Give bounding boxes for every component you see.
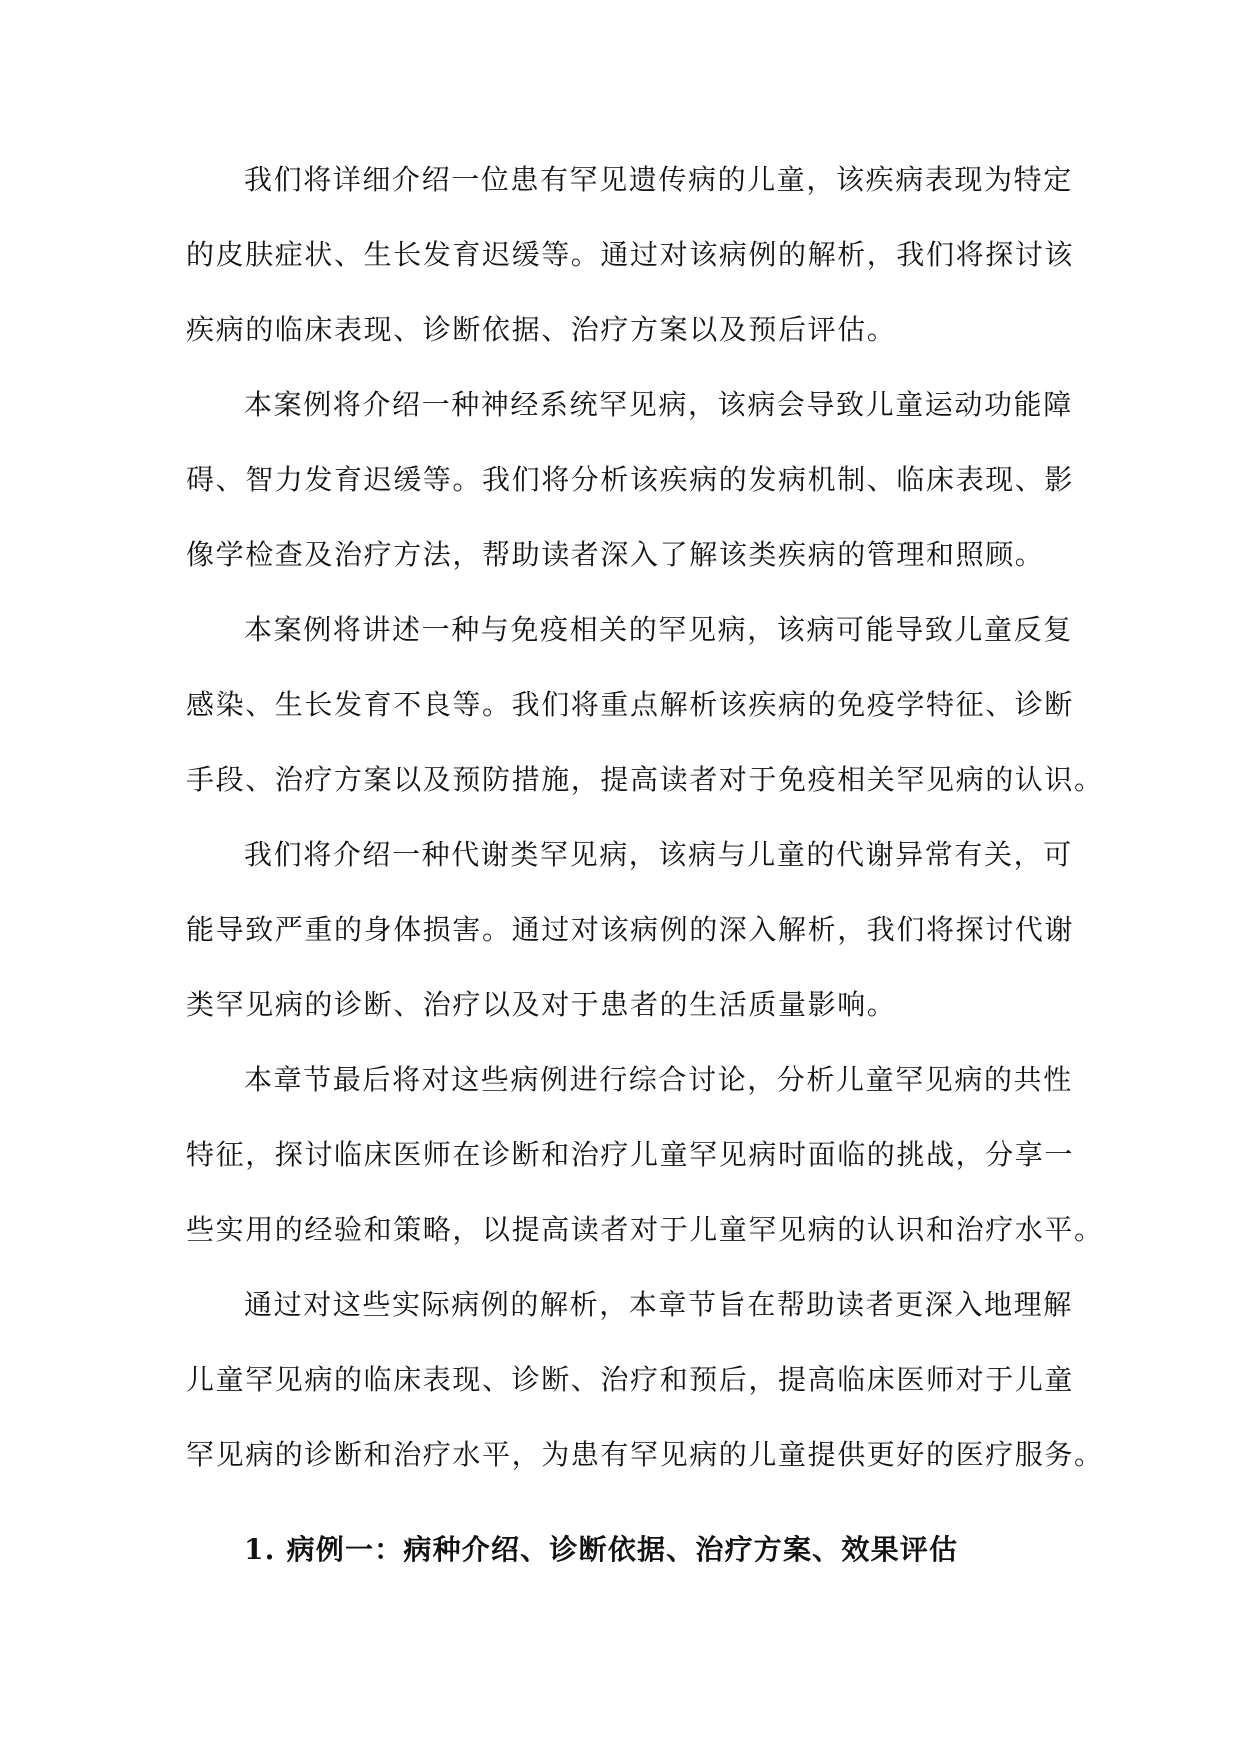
text-line: 碍、智力发育迟缓等。我们将分析该疾病的发病机制、临床表现、影	[186, 463, 1075, 496]
text-line: 类罕见病的诊断、治疗以及对于患者的生活质量影响。	[186, 988, 897, 1021]
paragraph	[186, 1042, 1104, 1267]
text-line: 感染、生长发育不良等。我们将重点解析该疾病的免疫学特征、诊断	[186, 688, 1075, 721]
text-line: 疾病的临床表现、诊断依据、治疗方案以及预后评估。	[186, 313, 897, 346]
body-text	[186, 142, 1104, 1492]
text-line: 我们将介绍一种代谢类罕见病，该病与儿童的代谢异常有关，可	[244, 838, 1073, 871]
paragraph	[186, 142, 1075, 367]
paragraph	[186, 1267, 1104, 1492]
text-line: 我们将详细介绍一位患有罕见遗传病的儿童，该疾病表现为特定	[244, 163, 1073, 196]
text-line: 些实用的经验和策略，以提高读者对于儿童罕见病的认识和治疗水平。	[186, 1213, 1104, 1246]
section-heading: 1. 病例一：病种介绍、诊断依据、治疗方案、效果评估	[244, 1533, 959, 1566]
text-line: 通过对这些实际病例的解析，本章节旨在帮助读者更深入地理解	[244, 1288, 1073, 1321]
text-line: 特征，探讨临床医师在诊断和治疗儿童罕见病时面临的挑战，分享一	[186, 1138, 1075, 1171]
text-line: 手段、治疗方案以及预防措施，提高读者对于免疫相关罕见病的认识。	[186, 763, 1104, 796]
text-line: 像学检查及治疗方法，帮助读者深入了解该类疾病的管理和照顾。	[186, 538, 1045, 571]
text-line: 的皮肤症状、生长发育迟缓等。通过对该病例的解析，我们将探讨该	[186, 238, 1075, 271]
paragraph	[186, 592, 1104, 817]
text-line: 儿童罕见病的临床表现、诊断、治疗和预后，提高临床医师对于儿童	[186, 1363, 1075, 1396]
text-line: 能导致严重的身体损害。通过对该病例的深入解析，我们将探讨代谢	[186, 913, 1075, 946]
text-line: 本案例将介绍一种神经系统罕见病，该病会导致儿童运动功能障	[244, 388, 1073, 421]
text-line: 本章节最后将对这些病例进行综合讨论，分析儿童罕见病的共性	[244, 1063, 1073, 1096]
text-line: 罕见病的诊断和治疗水平，为患有罕见病的儿童提供更好的医疗服务。	[186, 1438, 1104, 1471]
paragraph	[186, 817, 1075, 1042]
paragraph	[186, 367, 1075, 592]
text-line: 本案例将讲述一种与免疫相关的罕见病，该病可能导致儿童反复	[244, 613, 1073, 646]
